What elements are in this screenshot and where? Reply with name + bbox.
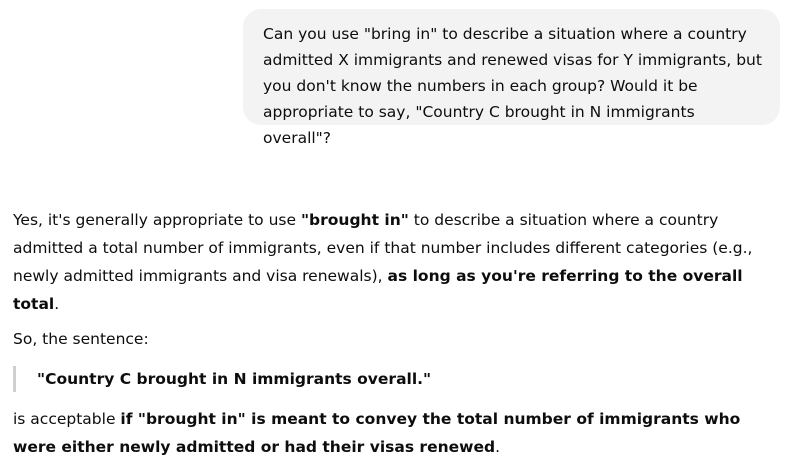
p3-text-2: . <box>495 438 501 456</box>
p1-bold-2: as long as you're referring to the overall total <box>13 267 743 313</box>
user-message-text: Can you use "bring in" to describe a situation where a country admitted X immigrants and renewed visas for Y immigrants, but you don't know the numbers in each group? Would it be appropriate to say, "Country C brought in N immigrants overall"? <box>263 25 762 147</box>
assistant-message <box>13 206 778 461</box>
blockquote <box>13 366 778 392</box>
p1-text-3: . <box>54 295 60 313</box>
p1-text-1: Yes, it's generally appropriate to use <box>13 211 301 229</box>
p1-bold-1: "brought in" <box>300 211 409 229</box>
p1-text-2: to describe a situation where a country admitted a total number of immigrants, even if that number includes different categories (e.g., newly admitted immigrants and visa renewals), <box>13 211 753 285</box>
assistant-paragraph-3 <box>13 405 778 461</box>
p3-bold: if "brought in" is meant to convey the total number of immigrants who were either newly admitted or had their visas renewed <box>13 410 741 456</box>
assistant-paragraph-2: So, the sentence: <box>13 330 149 348</box>
blockquote-text: "Country C brought in N immigrants overall." <box>37 370 432 388</box>
assistant-paragraph-1 <box>13 206 778 318</box>
user-message-bubble <box>243 9 780 147</box>
p3-text-1: is acceptable <box>13 410 121 428</box>
